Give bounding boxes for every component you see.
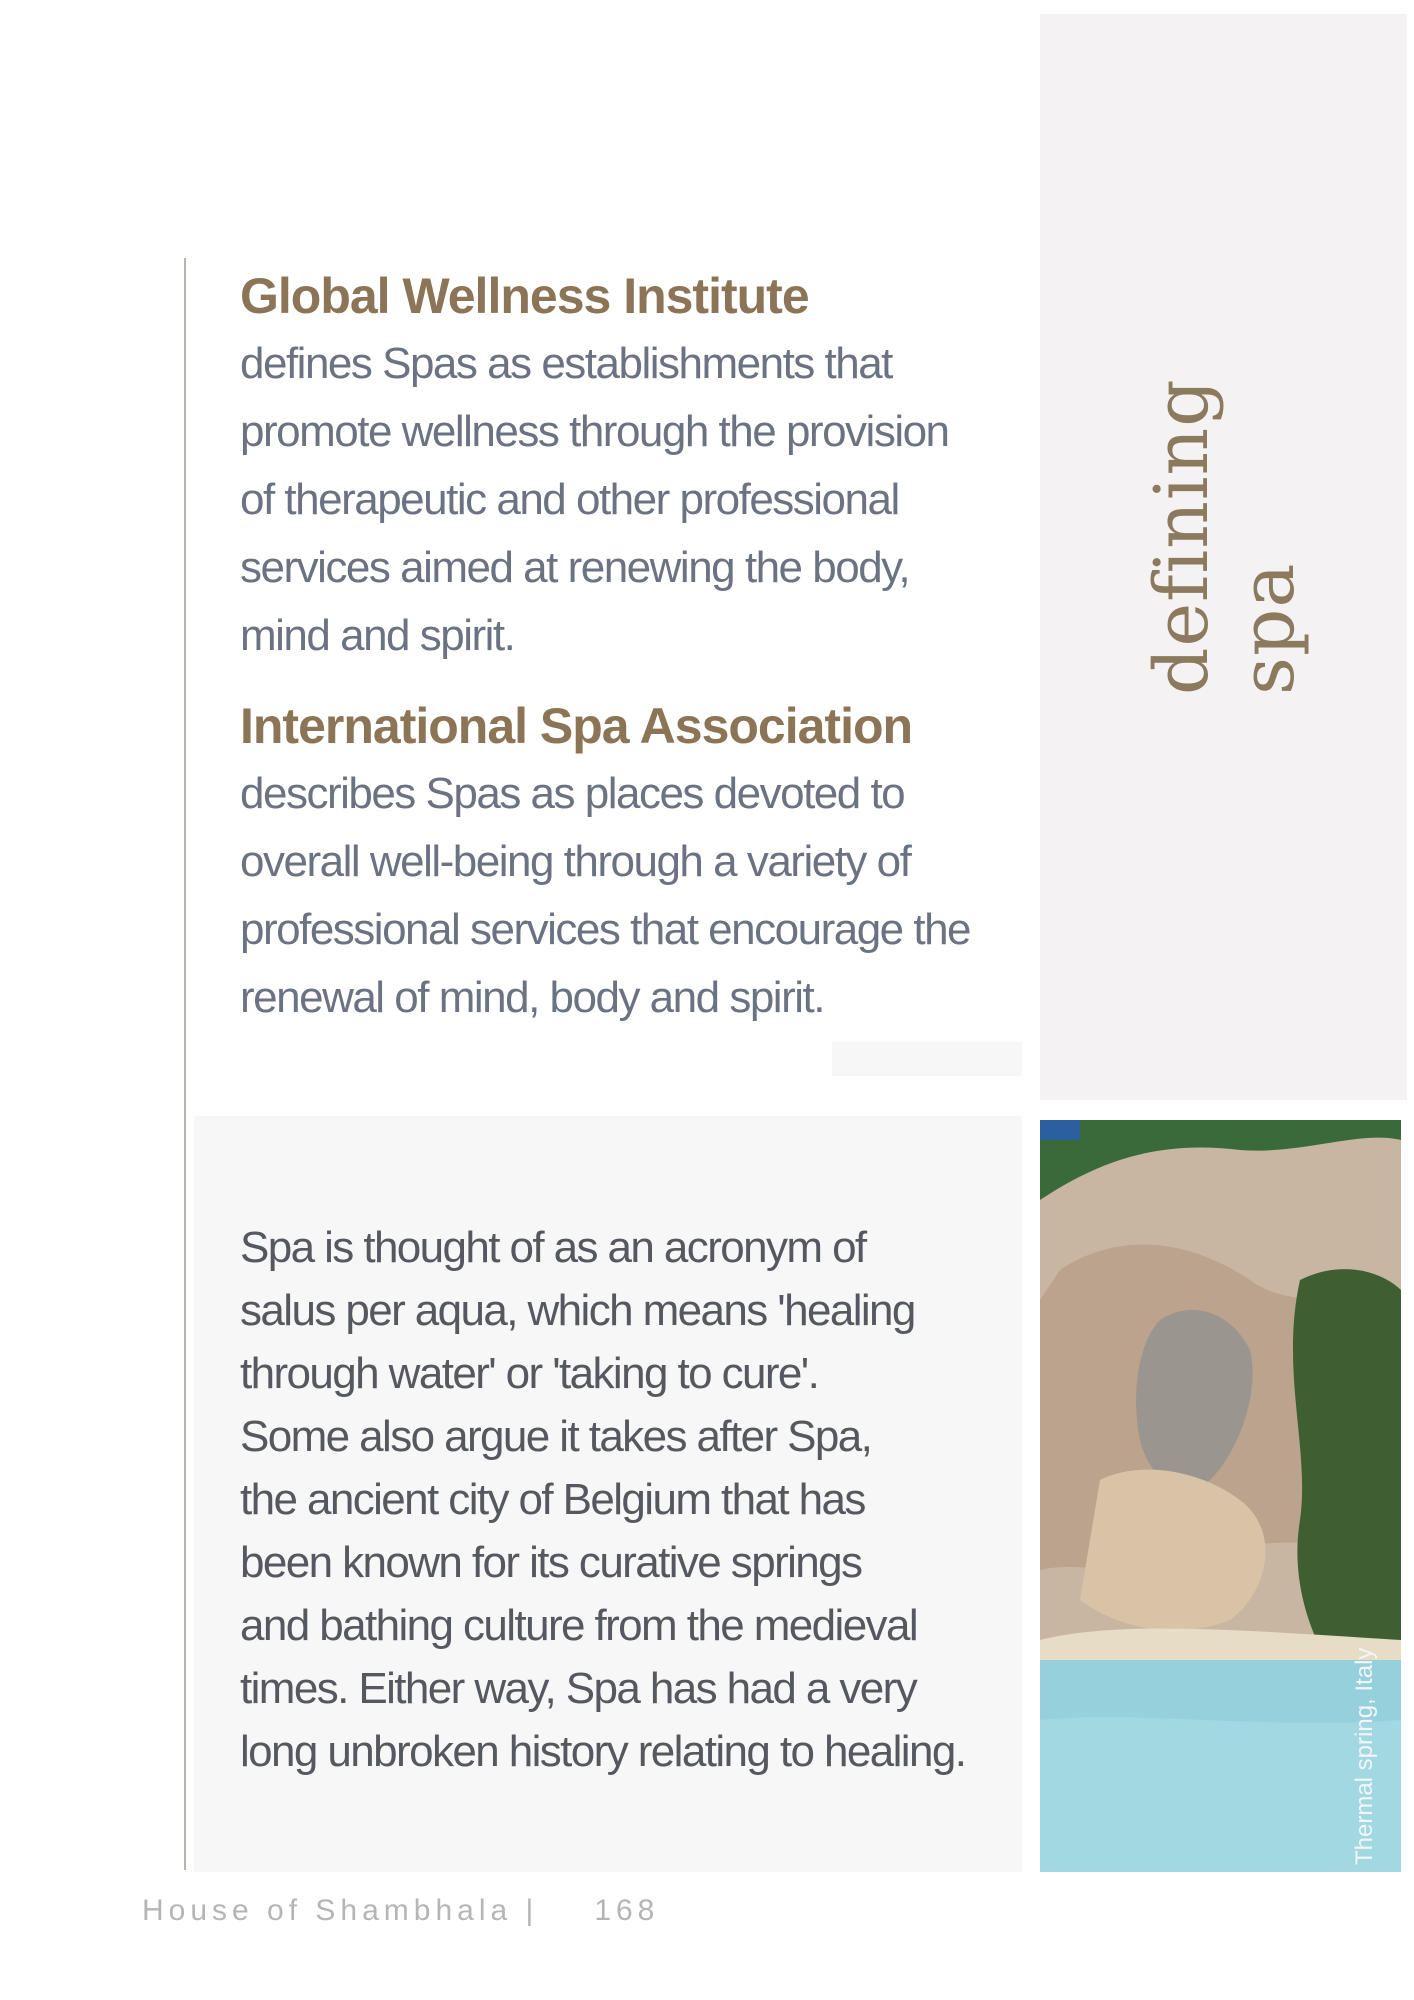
photo-caption: Thermal spring, Italy <box>1351 1647 1378 1865</box>
footer-publication: House of Shambhala | <box>142 1894 539 1927</box>
quote-text: Spa is thought of as an acronym of salus per aqua, which means 'healing through water' or 'taking to cure'. Some also argue it takes after Spa, the ancient city of Belgium that has been known for its curative springs and bathing culture from the medieval times. Either way, Spa has had a very long unbroken history relating to healing. <box>240 1223 966 1776</box>
definition-body-ispa: describes Spas as places devoted to overall well-being through a variety of professional services that encourage the renewal of mind, body and spirit. <box>240 769 971 1022</box>
definition-heading-ispa: International Spa Association <box>240 698 913 754</box>
side-title: defining spa <box>1139 378 1311 695</box>
page-number: 168 <box>594 1894 660 1927</box>
definition-body-gwi: defines Spas as establishments that promote wellness through the provision of therapeutic and other professional services aimed at renewing the body, mind and spirit. <box>240 339 949 660</box>
vertical-rule <box>184 258 186 1870</box>
quote-box <box>194 1116 1022 1872</box>
decorative-strip <box>832 1042 1022 1076</box>
definitions <box>240 262 1020 1054</box>
definition-heading-gwi: Global Wellness Institute <box>240 268 809 324</box>
page-footer <box>142 1894 659 1928</box>
